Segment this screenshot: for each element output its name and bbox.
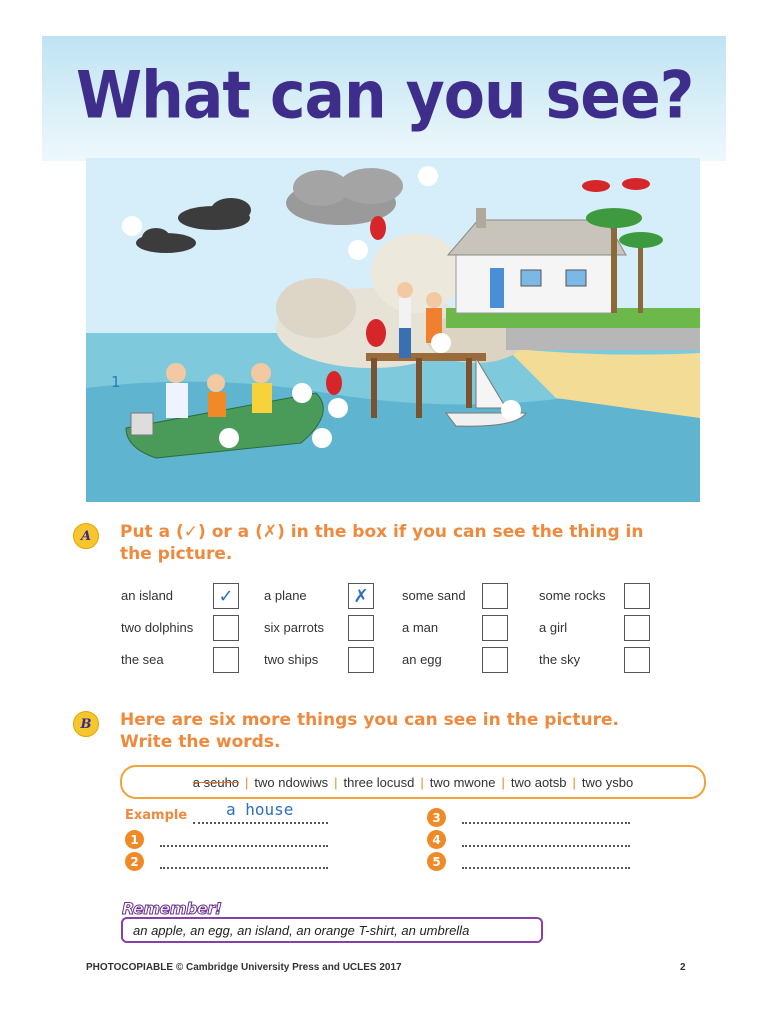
word-bank-separator: | (334, 774, 338, 790)
checklist-checkbox[interactable] (624, 615, 650, 641)
checklist-checkbox[interactable] (348, 615, 374, 641)
word-bank-separator: | (501, 774, 505, 790)
word-bank-item: three locusd (343, 774, 415, 790)
checklist-label: some rocks (539, 588, 606, 603)
section-a-instruction: Put a (✓) or a (✗) in the box if you can see the thing in the picture. (120, 522, 644, 564)
number-1-icon: 1 (125, 830, 144, 849)
number-4-icon: 4 (427, 830, 446, 849)
section-b-badge: B (73, 711, 99, 737)
checklist-checkbox[interactable] (213, 647, 239, 673)
answer-line-1[interactable] (160, 845, 328, 847)
answer-line-3[interactable] (462, 822, 630, 824)
word-bank-separator: | (572, 774, 576, 790)
checklist-label: an egg (402, 652, 442, 667)
word-bank-item: two mwone (429, 774, 496, 790)
checklist-checkbox[interactable] (482, 583, 508, 609)
checklist-label: the sky (539, 652, 581, 667)
checklist-label: six parrots (264, 620, 324, 635)
checklist-checkbox[interactable] (624, 583, 650, 609)
checklist-label: the sea (121, 652, 164, 667)
answer-line-5[interactable] (462, 867, 630, 869)
checklist-checkbox[interactable]: ✓ (213, 583, 239, 609)
word-bank-item: a seuho (192, 774, 240, 790)
page-title: What can you see? (76, 58, 694, 134)
answer-line-2[interactable] (160, 867, 328, 869)
checklist-label: an island (121, 588, 174, 603)
word-bank-item: two ysbo (581, 774, 634, 790)
word-bank-separator: | (420, 774, 424, 790)
section-b-instruction: Here are six more things you can see in the picture. Write the words. (120, 710, 619, 752)
man-icon (397, 282, 413, 358)
scene-number-label: 1 (111, 373, 121, 391)
example-answer: a house (226, 800, 294, 819)
remember-title: Remember! (122, 899, 222, 918)
number-5-icon: 5 (427, 852, 446, 871)
remember-box (121, 917, 543, 943)
checklist-checkbox[interactable] (348, 647, 374, 673)
checklist-checkbox[interactable] (624, 647, 650, 673)
checklist-checkbox[interactable]: ✗ (348, 583, 374, 609)
checklist-checkbox[interactable] (213, 615, 239, 641)
scene-illustration (86, 158, 700, 502)
word-bank (120, 765, 706, 799)
checklist-label: a girl (539, 620, 568, 635)
checklist-checkbox[interactable] (482, 647, 508, 673)
checklist-label: a man (402, 620, 439, 635)
section-a-badge: A (73, 523, 99, 549)
remember-text: an apple, an egg, an island, an orange T-shirt, an umbrella (133, 922, 470, 938)
checklist-label: a plane (264, 588, 307, 603)
checklist-label: some sand (402, 588, 466, 603)
number-3-icon: 3 (427, 808, 446, 827)
number-2-icon: 2 (125, 852, 144, 871)
word-bank-item: two ndowiws (254, 774, 329, 790)
checklist-label: two ships (264, 652, 319, 667)
word-bank-item: two aotsb (510, 774, 567, 790)
example-answer-line (193, 822, 328, 824)
island-picture (86, 158, 700, 502)
word-bank-separator: | (245, 774, 249, 790)
checklist-checkbox[interactable] (482, 615, 508, 641)
checklist-label: two dolphins (121, 620, 194, 635)
example-label: Example (125, 808, 188, 823)
answer-line-4[interactable] (462, 845, 630, 847)
footer-copyright: PHOTOCOPIABLE © Cambridge University Press and UCLES 2017 (86, 962, 402, 973)
page-number: 2 (680, 962, 686, 973)
